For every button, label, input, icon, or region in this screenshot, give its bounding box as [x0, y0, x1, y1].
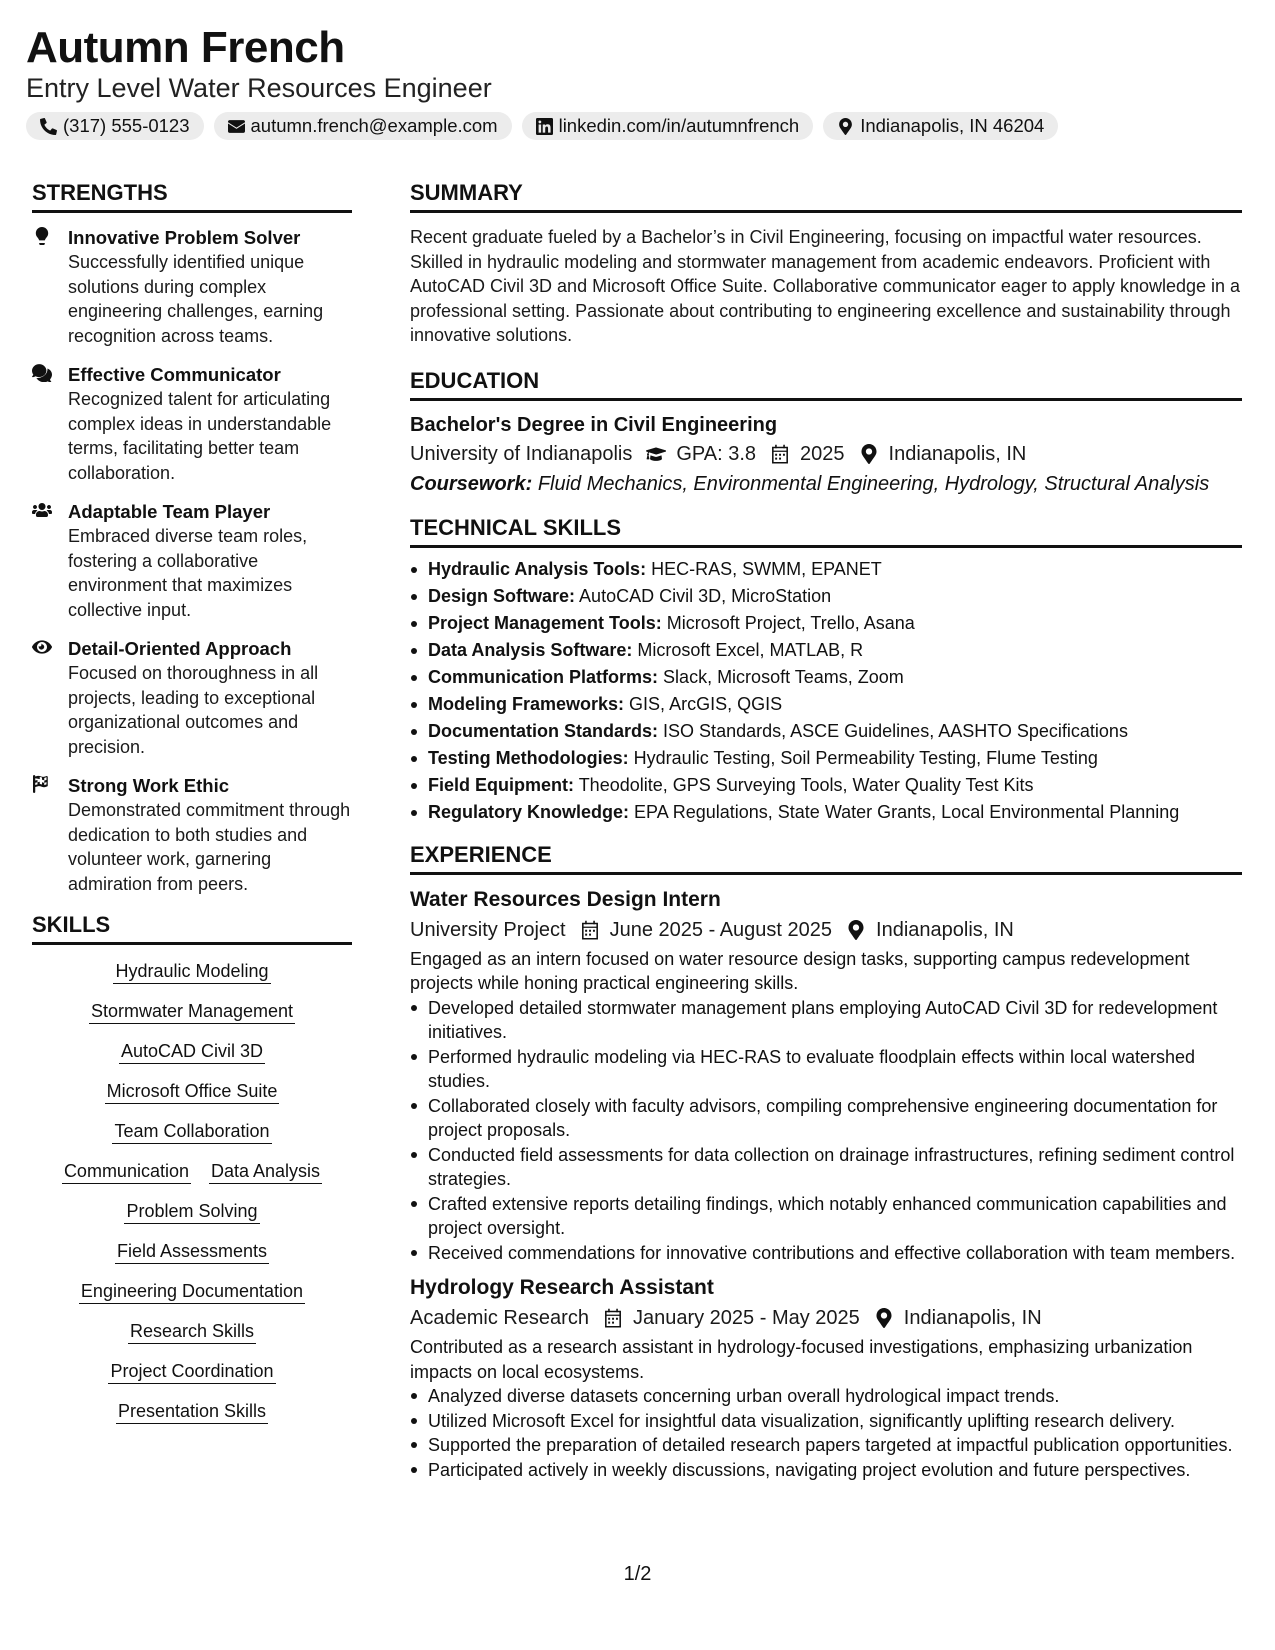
job-entry: [410, 885, 1242, 1266]
lightbulb-icon: [32, 227, 52, 245]
tech-skill-label: Modeling Frameworks:: [428, 693, 625, 714]
technical-skills-heading: TECHNICAL SKILLS: [410, 513, 1242, 548]
graduation-year: 2025: [800, 442, 845, 465]
coursework-line: [410, 469, 1242, 499]
location-text: Indianapolis, IN 46204: [860, 115, 1045, 136]
list-item: [410, 772, 1242, 799]
job-location: Indianapolis, IN: [876, 918, 1014, 941]
strengths-heading: STRENGTHS: [32, 178, 352, 213]
skills-list: [32, 959, 352, 1423]
job-entry: [410, 1273, 1242, 1482]
list-item: [410, 556, 1242, 583]
phone-icon: [40, 118, 57, 135]
list-item: [410, 718, 1242, 745]
list-item: Participated actively in weekly discussions, navigating project evolution and future perspectives.: [410, 1458, 1242, 1483]
list-item: Received commendations for innovative contributions and effective collaboration with team members.: [410, 1241, 1242, 1266]
tech-skill-value: AutoCAD Civil 3D, MicroStation: [579, 585, 832, 606]
list-item: [410, 610, 1242, 637]
graduation-cap-icon: [646, 444, 666, 464]
coursework-list: Fluid Mechanics, Environmental Engineering, Hydrology, Structural Analysis: [537, 472, 1210, 495]
strength-desc: Demonstrated commitment through dedication to both studies and volunteer work, garnering admiration from peers.: [68, 800, 351, 894]
strength-desc: Recognized talent for articulating complex ideas in understandable terms, facilitating better team collaboration.: [68, 389, 332, 483]
strength-item: [32, 773, 352, 896]
summary-text: Recent graduate fueled by a Bachelor’s in Civil Engineering, focusing on impactful water resources. Skilled in hydraulic modeling and stormwater management from academic endeavors. Proficient with AutoCAD Civil 3D and Microsoft Office Suite. Collaborative communicator eager to apply knowledge in a professional setting. Passionate about contributing to engineering excellence and sustainability through innovative solutions.: [410, 227, 1241, 345]
skill-tag: Team Collaboration: [112, 1121, 271, 1144]
email-contact[interactable]: [214, 112, 512, 140]
phone-contact[interactable]: [26, 112, 204, 140]
strength-title: Strong Work Ethic: [68, 775, 230, 796]
location-pin-icon: [837, 118, 854, 135]
school-name: University of Indianapolis: [410, 442, 633, 465]
users-icon: [32, 501, 52, 519]
list-item: [410, 799, 1242, 826]
tech-skill-label: Project Management Tools:: [428, 612, 662, 633]
skill-tag: Communication: [62, 1161, 191, 1184]
education-meta: [410, 439, 1242, 469]
tech-skill-value: Slack, Microsoft Teams, Zoom: [663, 666, 904, 687]
job-description: Contributed as a research assistant in hydrology-focused investigations, emphasizing urbanization impacts on local ecosystems.: [410, 1337, 1193, 1382]
strength-item: [32, 225, 352, 348]
checkered-flag-icon: [32, 775, 52, 793]
linkedin-text: linkedin.com/in/autumnfrench: [558, 115, 800, 136]
tech-skill-label: Documentation Standards:: [428, 720, 659, 741]
list-item: Collaborated closely with faculty advisors, compiling comprehensive engineering documentation for project proposals.: [410, 1094, 1242, 1143]
resume-header: [26, 22, 1058, 140]
strength-item: [32, 362, 352, 485]
tech-skill-label: Regulatory Knowledge:: [428, 801, 630, 822]
job-dates: January 2025 - May 2025: [632, 1307, 860, 1329]
job-dates: June 2025 - August 2025: [609, 918, 833, 941]
skill-tag: AutoCAD Civil 3D: [119, 1041, 265, 1064]
location-contact: [823, 112, 1058, 140]
location-pin-icon: [874, 1308, 894, 1328]
location-pin-icon: [859, 444, 879, 464]
skill-tag: Project Coordination: [108, 1361, 275, 1384]
phone-text: (317) 555-0123: [63, 115, 190, 136]
list-item: Conducted field assessments for data collection on drainage infrastructures, refining sediment control strategies.: [410, 1143, 1242, 1192]
skill-tag: Research Skills: [128, 1321, 256, 1344]
list-item: Developed detailed stormwater management plans employing AutoCAD Civil 3D for redevelopment initiatives.: [410, 996, 1242, 1045]
list-item: Utilized Microsoft Excel for insightful data visualization, significantly uplifting research delivery.: [410, 1409, 1242, 1434]
tech-skill-value: ISO Standards, ASCE Guidelines, AASHTO Specifications: [663, 720, 1128, 741]
tech-skill-value: Theodolite, GPS Surveying Tools, Water Quality Test Kits: [578, 774, 1034, 795]
job-org: Academic Research: [410, 1307, 589, 1329]
tech-skill-value: HEC-RAS, SWMM, EPANET: [651, 558, 882, 579]
strength-item: [32, 499, 352, 622]
list-item: [410, 691, 1242, 718]
list-item: Analyzed diverse datasets concerning urban overall hydrological impact trends.: [410, 1384, 1242, 1409]
skill-tag: Data Analysis: [209, 1161, 322, 1184]
tech-skill-label: Design Software:: [428, 585, 576, 606]
strength-item: [32, 636, 352, 759]
coursework-label: Coursework:: [410, 472, 533, 495]
comments-icon: [32, 364, 52, 382]
email-text: autumn.french@example.com: [250, 115, 498, 136]
strength-title: Detail-Oriented Approach: [68, 638, 292, 659]
gpa-text: GPA: 3.8: [676, 442, 757, 465]
tech-skill-value: Microsoft Excel, MATLAB, R: [637, 639, 864, 660]
job-bullets: [410, 1384, 1242, 1482]
location-pin-icon: [846, 920, 866, 940]
skill-tag: Engineering Documentation: [79, 1281, 305, 1304]
candidate-title: Entry Level Water Resources Engineer: [26, 73, 492, 103]
job-meta: [410, 1303, 1242, 1333]
tech-skill-label: Field Equipment:: [428, 774, 574, 795]
skills-heading: SKILLS: [32, 910, 352, 945]
strength-desc: Embraced diverse team roles, fostering a collaborative environment that maximizes collective input.: [68, 526, 308, 620]
strength-desc: Focused on thoroughness in all projects, leading to exceptional organizational outcomes and precision.: [68, 663, 319, 757]
skill-tag: Presentation Skills: [116, 1401, 268, 1424]
right-column: [410, 178, 1242, 1492]
job-org: University Project: [410, 918, 566, 941]
tech-skill-label: Hydraulic Analysis Tools:: [428, 558, 647, 579]
tech-skill-label: Communication Platforms:: [428, 666, 659, 687]
strength-desc: Successfully identified unique solutions during complex engineering challenges, earning recognition across teams.: [68, 252, 324, 346]
tech-skill-value: GIS, ArcGIS, QGIS: [629, 693, 783, 714]
education-heading: EDUCATION: [410, 366, 1242, 401]
list-item: [410, 637, 1242, 664]
job-location: Indianapolis, IN: [903, 1307, 1042, 1329]
candidate-name: Autumn French: [26, 23, 345, 72]
calendar-icon: [580, 920, 600, 940]
job-bullets: [410, 996, 1242, 1266]
calendar-icon: [770, 444, 790, 464]
skill-tag: Problem Solving: [124, 1201, 259, 1224]
education-location: Indianapolis, IN: [888, 442, 1027, 465]
list-item: [410, 583, 1242, 610]
tech-skill-value: EPA Regulations, State Water Grants, Local Environmental Planning: [634, 801, 1180, 822]
strength-title: Innovative Problem Solver: [68, 227, 301, 248]
strength-title: Adaptable Team Player: [68, 501, 271, 522]
technical-skills-list: [410, 556, 1242, 826]
list-item: Supported the preparation of detailed research papers targeted at impactful publication opportunities.: [410, 1433, 1242, 1458]
skill-tag: Stormwater Management: [89, 1001, 295, 1024]
job-title: Hydrology Research Assistant: [410, 1276, 714, 1299]
page-number: 1/2: [623, 1563, 652, 1585]
skill-tag: Microsoft Office Suite: [105, 1081, 280, 1104]
job-description: Engaged as an intern focused on water resource design tasks, supporting campus redevelopment projects while honing practical engineering skills.: [410, 948, 1190, 993]
tech-skill-value: Hydraulic Testing, Soil Permeability Testing, Flume Testing: [633, 747, 1098, 768]
calendar-icon: [603, 1308, 623, 1328]
linkedin-icon: [536, 118, 553, 135]
left-column: [32, 178, 352, 1423]
tech-skill-label: Testing Methodologies:: [428, 747, 629, 768]
skill-tag: Hydraulic Modeling: [113, 961, 270, 984]
list-item: Performed hydraulic modeling via HEC-RAS to evaluate floodplain effects within local watershed studies.: [410, 1045, 1242, 1094]
strength-title: Effective Communicator: [68, 364, 281, 385]
list-item: [410, 745, 1242, 772]
list-item: [410, 664, 1242, 691]
linkedin-contact[interactable]: [522, 112, 814, 140]
envelope-icon: [228, 118, 245, 135]
eye-icon: [32, 638, 52, 656]
experience-heading: EXPERIENCE: [410, 840, 1242, 875]
degree-title: Bachelor's Degree in Civil Engineering: [410, 413, 778, 436]
contact-bar: [26, 112, 1058, 140]
summary-heading: SUMMARY: [410, 178, 1242, 213]
job-meta: [410, 915, 1242, 945]
tech-skill-label: Data Analysis Software:: [428, 639, 633, 660]
tech-skill-value: Microsoft Project, Trello, Asana: [666, 612, 915, 633]
list-item: Crafted extensive reports detailing findings, which notably enhanced communication capabilities and project oversight.: [410, 1192, 1242, 1241]
skill-tag: Field Assessments: [115, 1241, 269, 1264]
job-title: Water Resources Design Intern: [410, 887, 721, 911]
